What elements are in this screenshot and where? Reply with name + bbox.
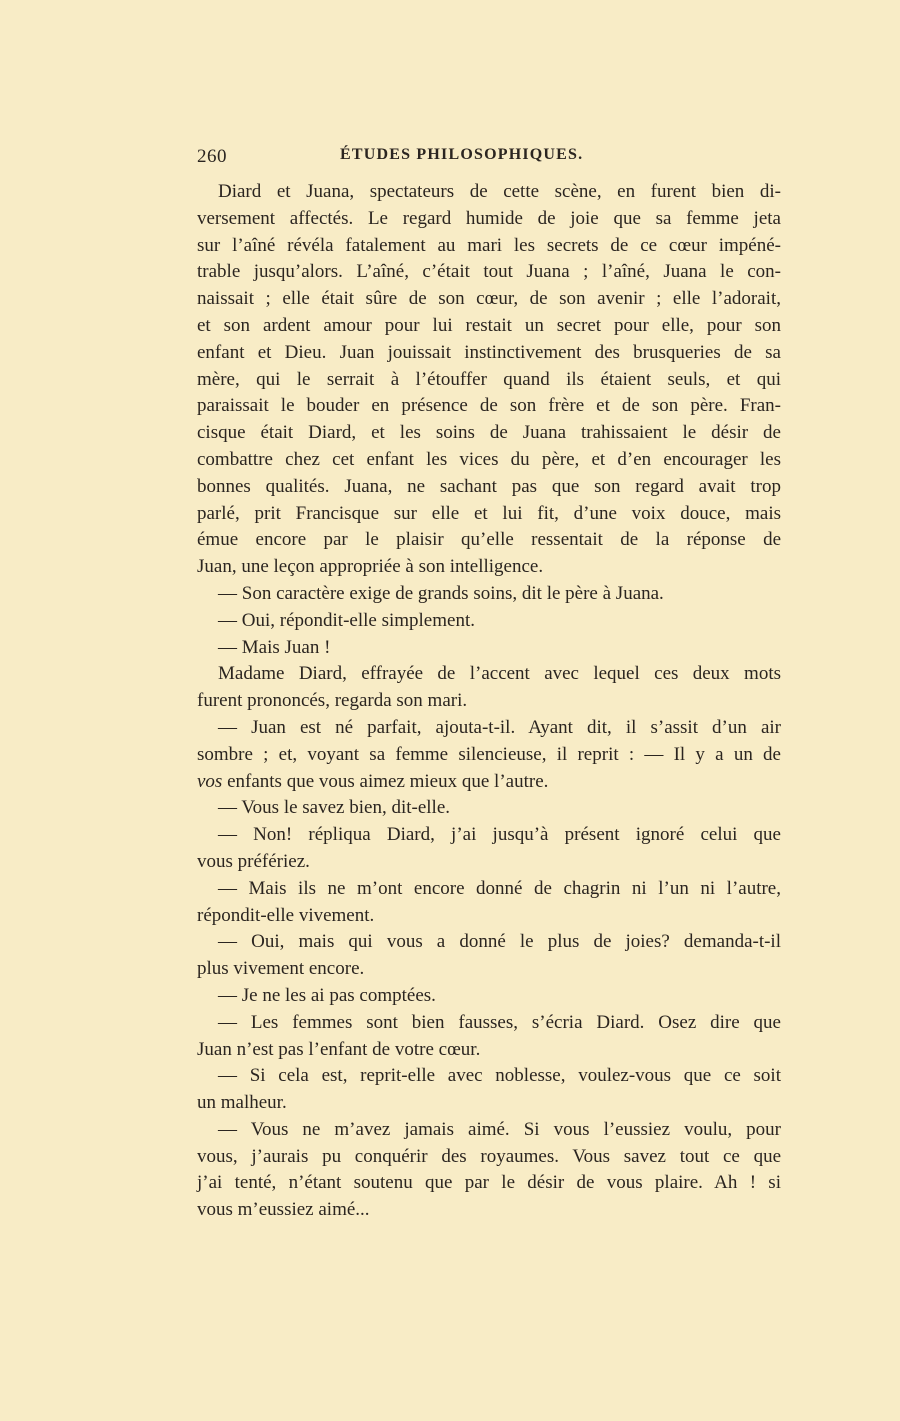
text-line [197, 688, 781, 715]
line-text: et son ardent amour pour lui restait un secret pour elle, pour son [197, 314, 781, 336]
line-text: un malheur. [197, 1092, 287, 1114]
body-text [197, 179, 781, 1224]
line-text: — Je ne les ai pas comptées. [218, 984, 436, 1006]
running-title: ÉTUDES PHILOSOPHIQUES. [340, 146, 584, 163]
line-text: naissait ; elle était sûre de son cœur, de son avenir ; elle l’adorait, [197, 288, 781, 310]
line-text: — Son caractère exige de grands soins, dit le père à Juana. [218, 582, 664, 604]
text-line [197, 1063, 781, 1090]
text-line [197, 715, 781, 742]
line-text: — Mais Juan ! [218, 636, 331, 658]
line-text: bonnes qualités. Juana, ne sachant pas que son regard avait trop [197, 475, 781, 497]
line-text: enfant et Dieu. Juan jouissait instinctivement des brusqueries de sa [197, 341, 781, 363]
text-line [197, 742, 781, 769]
line-text: mère, qui le serrait à l’étouffer quand ils étaient seuls, et qui [197, 368, 781, 390]
line-text: — Mais ils ne m’ont encore donné de chagrin ni l’un ni l’autre, [218, 877, 781, 899]
text-line [197, 876, 781, 903]
line-text: j’ai tenté, n’étant soutenu que par le désir de vous plaire. Ah ! si [197, 1172, 781, 1194]
line-text: — Les femmes sont bien fausses, s’écria Diard. Osez dire que [218, 1011, 781, 1033]
line-text: Madame Diard, effrayée de l’accent avec lequel ces deux mots [218, 663, 781, 685]
text-line [197, 501, 781, 528]
line-text: combattre chez cet enfant les vices du père, et d’en encourager les [197, 448, 781, 470]
text-line [197, 608, 781, 635]
text-line [197, 1197, 781, 1224]
text-line [197, 313, 781, 340]
line-text: cisque était Diard, et les soins de Juana trahissaient le désir de [197, 422, 781, 444]
line-text: — Vous ne m’avez jamais aimé. Si vous l’eussiez voulu, pour [218, 1118, 781, 1140]
line-text: versement affectés. Le regard humide de joie que sa femme jeta [197, 207, 781, 229]
line-text: Juan, une leçon appropriée à son intelligence. [197, 556, 544, 578]
line-text: Diard et Juana, spectateurs de cette scène, en furent bien di- [218, 181, 781, 202]
line-text: sombre ; et, voyant sa femme silencieuse, il reprit : — Il y a un de [197, 743, 781, 765]
line-text: Juan n’est pas l’enfant de votre cœur. [197, 1038, 481, 1060]
text-line [197, 286, 781, 313]
text-line [197, 1117, 781, 1144]
text-line [197, 1144, 781, 1171]
text-line [197, 393, 781, 420]
line-text: — Non! répliqua Diard, j’ai jusqu’à présent ignoré celui que [218, 824, 781, 846]
page-number: 260 [197, 146, 227, 167]
text-line [197, 447, 781, 474]
text-line [197, 340, 781, 367]
line-text: — Oui, répondit-elle simplement. [218, 609, 475, 631]
text-line [197, 1010, 781, 1037]
text-line [197, 206, 781, 233]
text-line [197, 367, 781, 394]
text-line [197, 581, 781, 608]
text-line [197, 795, 781, 822]
line-text: — Juan est né parfait, ajouta-t-il. Ayant dit, il s’assit d’un air [218, 716, 781, 738]
text-line [197, 259, 781, 286]
line-text: parlé, prit Francisque sur elle et lui fit, d’une voix douce, mais [197, 502, 781, 524]
text-line [197, 822, 781, 849]
line-text: répondit-elle vivement. [197, 904, 375, 926]
text-line [197, 849, 781, 876]
line-text: plus vivement encore. [197, 958, 365, 980]
text-line [197, 983, 781, 1010]
text-line [197, 929, 781, 956]
line-text: sur l’aîné révéla fatalement au mari les secrets de ce cœur impéné- [197, 234, 781, 256]
line-text: — Si cela est, reprit-elle avec noblesse, voulez-vous que ce soit [218, 1065, 781, 1087]
text-line [197, 1037, 781, 1064]
line-text: vous m’eussiez aimé... [197, 1199, 370, 1221]
text-line [197, 233, 781, 260]
line-text: vous préfériez. [197, 850, 310, 872]
text-line [197, 769, 781, 796]
line-text: vous, j’aurais pu conquérir des royaumes. Vous savez tout ce que [197, 1145, 781, 1167]
line-text: enfants que vous aimez mieux que l’autre. [222, 770, 549, 792]
text-line [197, 554, 781, 581]
text-line [197, 420, 781, 447]
italic-word: vos [197, 770, 223, 792]
line-text: trable jusqu’alors. L’aîné, c’était tout Juana ; l’aîné, Juana le con- [197, 261, 781, 283]
text-line [197, 474, 781, 501]
line-text: — Vous le savez bien, dit-elle. [218, 797, 450, 819]
text-line [197, 635, 781, 662]
text-line [197, 1090, 781, 1117]
line-text: émue encore par le plaisir qu’elle ressentait de la réponse de [197, 529, 781, 551]
line-text: — Oui, mais qui vous a donné le plus de joies? demanda-t-il [218, 931, 781, 953]
line-text: furent prononcés, regarda son mari. [197, 690, 468, 712]
line-text: paraissait le bouder en présence de son frère et de son père. Fran- [197, 395, 781, 417]
text-line [197, 903, 781, 930]
text-line [197, 661, 781, 688]
text-line [197, 1170, 781, 1197]
text-line [197, 179, 781, 206]
text-line [197, 956, 781, 983]
text-line [197, 527, 781, 554]
